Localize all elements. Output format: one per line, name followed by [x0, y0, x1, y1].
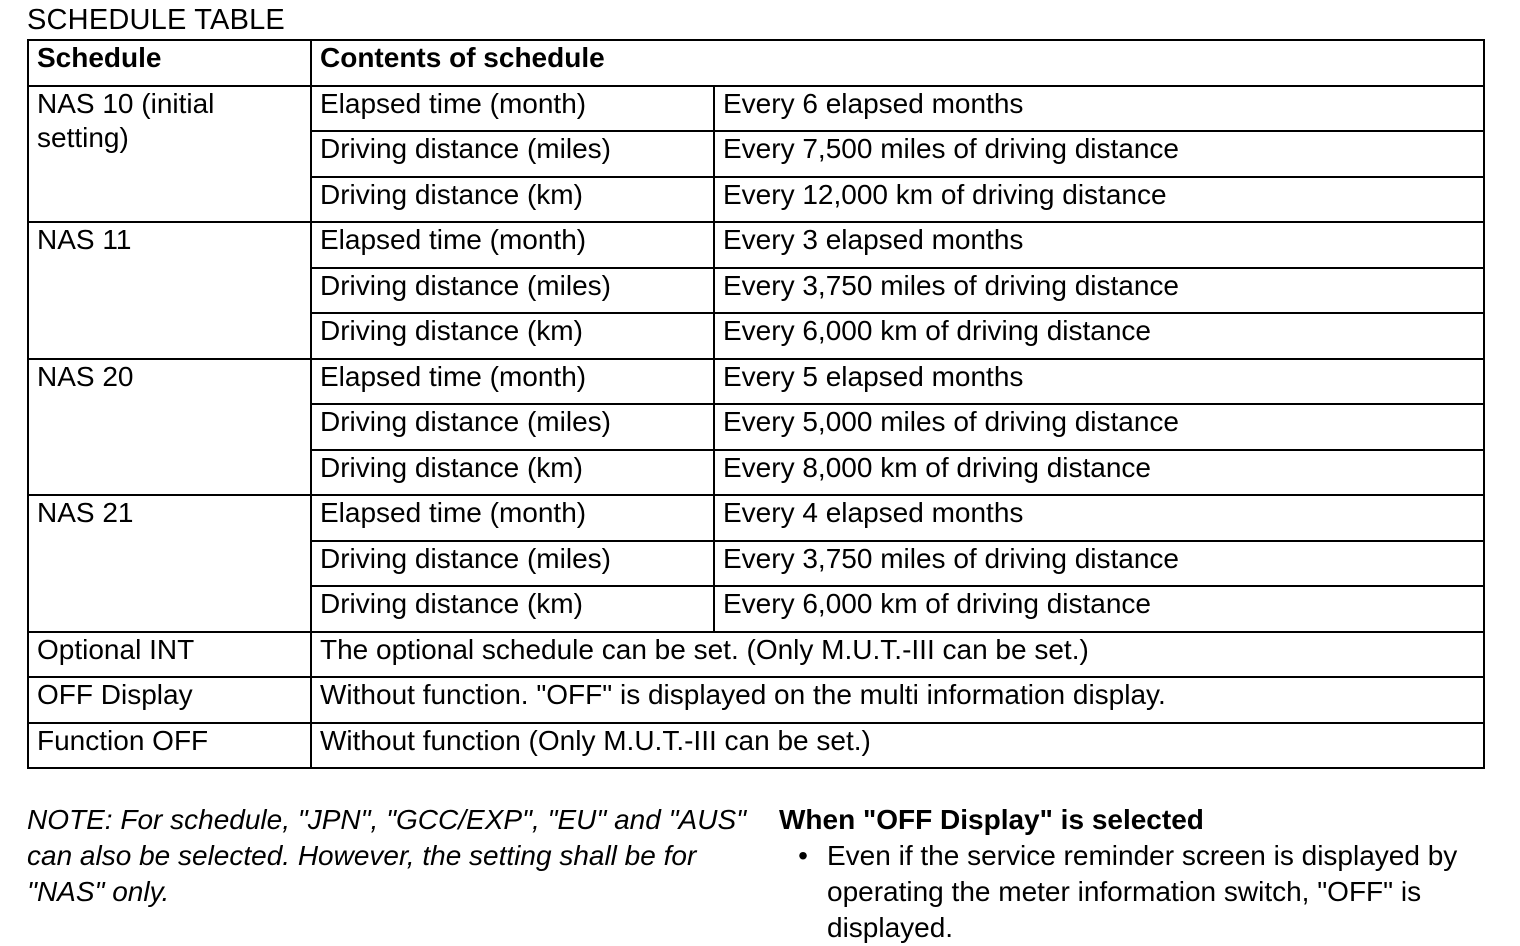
off-display-heading: When "OFF Display" is selected — [779, 804, 1204, 835]
interval-cell: Every 3,750 miles of driving distance — [714, 541, 1484, 587]
item-cell: Driving distance (km) — [311, 450, 714, 496]
off-display-section — [779, 802, 1499, 946]
schedule-content-cell: Without function. "OFF" is displayed on the multi information display. — [311, 677, 1484, 723]
interval-cell: Every 6 elapsed months — [714, 86, 1484, 132]
table-row — [28, 723, 1484, 769]
item-cell: Driving distance (km) — [311, 313, 714, 359]
table-row — [28, 86, 1484, 132]
schedule-name-cell: NAS 10 (initial setting) — [28, 86, 311, 223]
schedule-name-cell: Function OFF — [28, 723, 311, 769]
note-text: NOTE: For schedule, "JPN", "GCC/EXP", "EU" and "AUS" can also be selected. However, the setting shall be for "NAS" only. — [27, 804, 747, 907]
interval-cell: Every 6,000 km of driving distance — [714, 586, 1484, 632]
bullet-text: Even if the service reminder screen is displayed by operating the meter information switch, "OFF" is displayed. — [827, 840, 1458, 943]
interval-cell: Every 3,750 miles of driving distance — [714, 268, 1484, 314]
item-cell: Driving distance (miles) — [311, 541, 714, 587]
bullet-icon: • — [798, 840, 808, 871]
table-row — [28, 677, 1484, 723]
page-title: SCHEDULE TABLE — [27, 4, 285, 36]
interval-cell: Every 7,500 miles of driving distance — [714, 131, 1484, 177]
item-cell: Driving distance (km) — [311, 586, 714, 632]
header-contents: Contents of schedule — [311, 40, 1484, 86]
schedule-table — [27, 39, 1485, 769]
schedule-name-cell: Optional INT — [28, 632, 311, 678]
schedule-name-cell: NAS 21 — [28, 495, 311, 632]
item-cell: Elapsed time (month) — [311, 86, 714, 132]
interval-cell: Every 4 elapsed months — [714, 495, 1484, 541]
schedule-content-cell: The optional schedule can be set. (Only M.U.T.-III can be set.) — [311, 632, 1484, 678]
interval-cell: Every 8,000 km of driving distance — [714, 450, 1484, 496]
table-row — [28, 222, 1484, 268]
item-cell: Elapsed time (month) — [311, 495, 714, 541]
schedule-content-cell: Without function (Only M.U.T.-III can be set.) — [311, 723, 1484, 769]
schedule-name-cell: NAS 20 — [28, 359, 311, 496]
table-row — [28, 359, 1484, 405]
item-cell: Elapsed time (month) — [311, 359, 714, 405]
item-cell: Driving distance (miles) — [311, 404, 714, 450]
schedule-name-cell: NAS 11 — [28, 222, 311, 359]
table-header-row — [28, 40, 1484, 86]
bullet-item — [779, 838, 1499, 946]
item-cell: Driving distance (km) — [311, 177, 714, 223]
interval-cell: Every 5 elapsed months — [714, 359, 1484, 405]
table-row — [28, 495, 1484, 541]
header-schedule: Schedule — [28, 40, 311, 86]
interval-cell: Every 12,000 km of driving distance — [714, 177, 1484, 223]
table-row — [28, 632, 1484, 678]
schedule-name-cell: OFF Display — [28, 677, 311, 723]
item-cell: Driving distance (miles) — [311, 268, 714, 314]
interval-cell: Every 5,000 miles of driving distance — [714, 404, 1484, 450]
item-cell: Elapsed time (month) — [311, 222, 714, 268]
interval-cell: Every 6,000 km of driving distance — [714, 313, 1484, 359]
item-cell: Driving distance (miles) — [311, 131, 714, 177]
interval-cell: Every 3 elapsed months — [714, 222, 1484, 268]
